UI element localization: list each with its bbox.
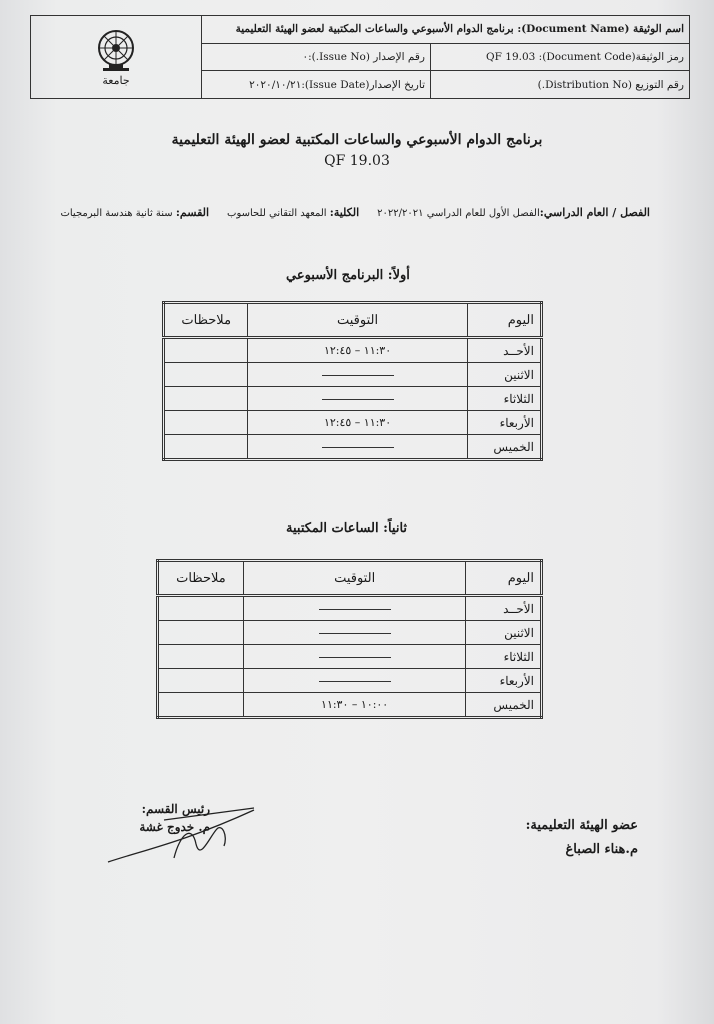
- header-fields: [202, 16, 689, 98]
- office-hours-section-title: ثانياً: الساعات المكتبية: [286, 521, 408, 536]
- table-row: الأحــد ١١:٣٠ – ١٢:٤٥: [164, 338, 542, 363]
- time-header: التوقيت: [243, 561, 466, 596]
- document-name: اسم الوثيقة (Document Name): برنامج الدوام الأسبوعي والساعات المكتبية لعضو الهيئة التعليمية: [235, 23, 684, 36]
- table-row: الأحــد: [158, 596, 542, 621]
- notes-header: ملاحظات: [164, 303, 248, 338]
- table-row: الخميس ١٠:٠٠ – ١١:٣٠: [158, 693, 542, 718]
- blank-line: [319, 633, 391, 634]
- table-row: الخميس: [164, 435, 542, 460]
- university-logo: [31, 16, 202, 98]
- blank-line: [319, 681, 391, 682]
- notes-header: ملاحظات: [158, 561, 244, 596]
- distribution-number: رقم التوزيع (Distribution No.): [430, 71, 689, 98]
- table-row: الأربعاء: [158, 669, 542, 693]
- blank-line: [322, 447, 394, 448]
- member-label: عضو الهيئة التعليمية:: [525, 818, 638, 833]
- handwritten-signature-icon: [104, 800, 264, 870]
- table-row: الاثنين: [164, 363, 542, 387]
- logo-text: جامعة: [102, 73, 130, 87]
- document-header: [30, 15, 690, 99]
- table-row: الثلاثاء: [158, 645, 542, 669]
- issue-date: تاريخ الإصدار(Issue Date):٢٠٢٠/١٠/٢١: [249, 78, 425, 91]
- blank-line: [319, 609, 391, 610]
- table-header-row: [164, 303, 542, 338]
- college-info: الكلية: المعهد التقاني للحاسوب: [227, 206, 360, 219]
- semester-info: الفصل / العام الدراسي:الفصل الأول للعام الدراسي ٢٠٢٢/٢٠٢١: [377, 206, 650, 219]
- office-hours-table: [156, 559, 543, 719]
- table-row: الثلاثاء: [164, 387, 542, 411]
- member-name: م.هناء الصباغ: [565, 842, 638, 857]
- university-emblem-icon: [89, 28, 143, 76]
- table-row: الاثنين: [158, 621, 542, 645]
- page-title: برنامج الدوام الأسبوعي والساعات المكتبية لعضو الهيئة التعليمية: [171, 132, 543, 148]
- department-info: القسم: سنة ثانية هندسة البرمجيات: [60, 206, 210, 219]
- document-code: رمز الوثيقة(Document Code): QF 19.03: [430, 44, 689, 71]
- blank-line: [322, 375, 394, 376]
- blank-line: [319, 657, 391, 658]
- table-header-row: [158, 561, 542, 596]
- weekly-schedule-table: [162, 301, 543, 461]
- issue-number: رقم الإصدار (Issue No.):٠: [302, 51, 425, 63]
- day-header: اليوم: [466, 561, 542, 596]
- head-label: رئيس القسم:: [141, 802, 210, 816]
- time-header: التوقيت: [248, 303, 467, 338]
- form-code: QF 19.03: [324, 153, 390, 169]
- course-info: [40, 206, 650, 219]
- faculty-member-signature: [526, 814, 638, 862]
- weekly-section-title: أولاً: البرنامج الأسبوعي: [286, 268, 410, 283]
- day-header: اليوم: [467, 303, 541, 338]
- head-name: م. خدوج غشة: [139, 820, 210, 834]
- blank-line: [322, 399, 394, 400]
- table-row: الأربعاء ١١:٣٠ – ١٢:٤٥: [164, 411, 542, 435]
